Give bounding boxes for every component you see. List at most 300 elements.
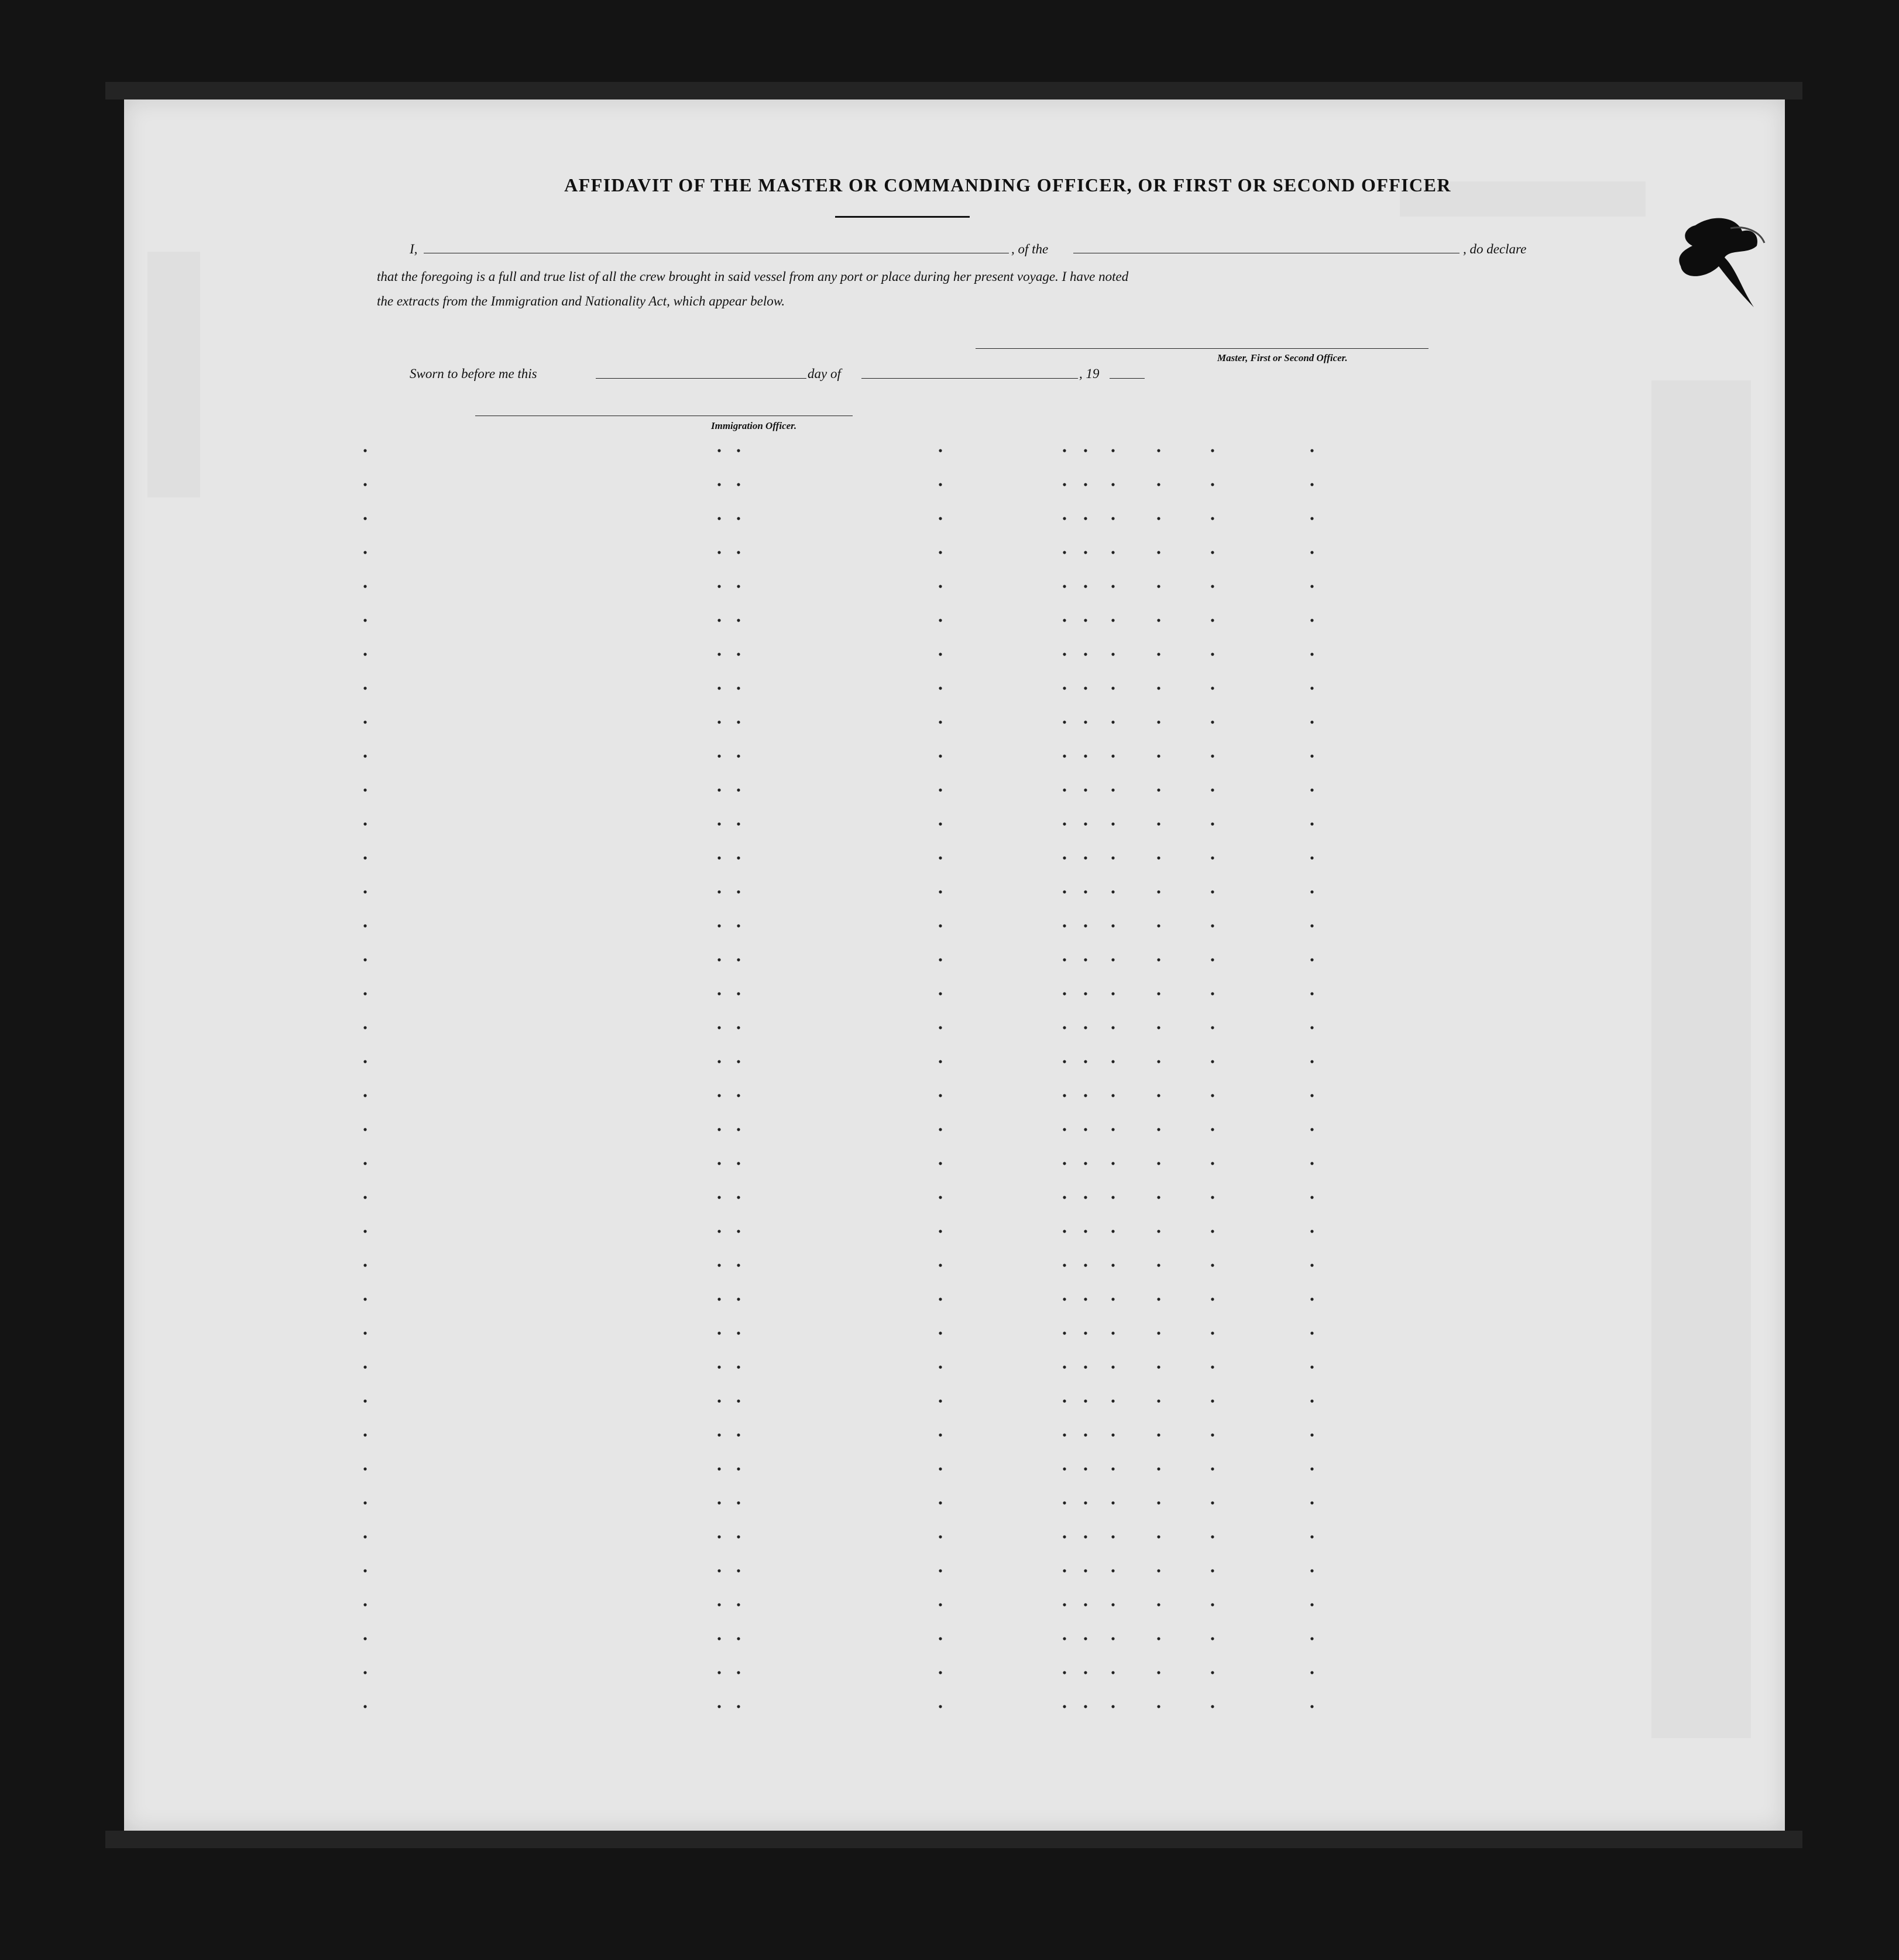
- guide-dot: [1084, 483, 1087, 486]
- sworn-label: Sworn to before me this: [410, 366, 537, 381]
- guide-dot: [1211, 1365, 1214, 1368]
- guide-dot: [363, 585, 366, 588]
- guide-dot: [363, 1060, 366, 1063]
- guide-dot: [1084, 686, 1087, 689]
- guide-dot: [1084, 890, 1087, 893]
- guide-dot: [939, 1433, 942, 1436]
- guide-dot: [1063, 1128, 1066, 1131]
- guide-dot: [363, 1026, 366, 1029]
- guide-dot: [1157, 483, 1160, 486]
- guide-dot: [1211, 1026, 1214, 1029]
- guide-dot: [1063, 856, 1066, 859]
- guide-dot: [1211, 619, 1214, 622]
- guide-dot: [1084, 551, 1087, 554]
- guide-dot: [737, 449, 740, 452]
- guide-dot: [737, 1501, 740, 1504]
- guide-dot: [717, 1026, 720, 1029]
- guide-dot: [1084, 1637, 1087, 1640]
- guide-dot: [737, 1094, 740, 1097]
- guide-dot: [939, 856, 942, 859]
- guide-dot: [1063, 1230, 1066, 1233]
- guide-dot: [717, 1433, 720, 1436]
- guide-dot: [717, 856, 720, 859]
- guide-dot: [939, 1535, 942, 1538]
- guide-dot: [939, 1603, 942, 1606]
- do-declare-label: , do declare: [1463, 242, 1527, 256]
- guide-dot: [1310, 822, 1313, 825]
- guide-dot: [1111, 788, 1114, 791]
- master-signature-line[interactable]: [976, 348, 1428, 349]
- sworn-month-blank[interactable]: [861, 378, 1078, 379]
- guide-dot: [1063, 1399, 1066, 1402]
- guide-dot: [1157, 1196, 1160, 1199]
- guide-dot: [1157, 1060, 1160, 1063]
- guide-dot: [363, 483, 366, 486]
- guide-dot: [1310, 788, 1313, 791]
- guide-dot: [1157, 1264, 1160, 1266]
- guide-dot: [1211, 1535, 1214, 1538]
- affidavit-body-line-2: the extracts from the Immigration and Nationality Act, which appear below.: [377, 294, 785, 308]
- guide-dot: [363, 1535, 366, 1538]
- guide-dot: [717, 1128, 720, 1131]
- guide-dot: [1063, 1535, 1066, 1538]
- guide-dot: [1111, 585, 1114, 588]
- guide-dot: [737, 958, 740, 961]
- guide-dot: [1063, 483, 1066, 486]
- guide-dot: [1063, 1501, 1066, 1504]
- guide-dot: [1310, 1705, 1313, 1708]
- guide-dot: [939, 1365, 942, 1368]
- guide-dot: [737, 1230, 740, 1233]
- guide-dot: [1211, 822, 1214, 825]
- guide-dot: [1084, 958, 1087, 961]
- guide-dot: [1211, 483, 1214, 486]
- guide-dot: [1157, 1026, 1160, 1029]
- guide-dot: [1111, 619, 1114, 622]
- guide-dot: [1211, 856, 1214, 859]
- guide-dot: [939, 1196, 942, 1199]
- guide-dot: [1157, 1535, 1160, 1538]
- guide-dot: [1084, 1433, 1087, 1436]
- guide-dot: [939, 653, 942, 655]
- guide-dot: [1310, 1162, 1313, 1165]
- guide-dot: [1084, 1264, 1087, 1266]
- guide-dot: [1157, 517, 1160, 520]
- guide-dot: [1310, 1331, 1313, 1334]
- guide-dot: [363, 890, 366, 893]
- guide-dot: [737, 1637, 740, 1640]
- guide-dot: [737, 1196, 740, 1199]
- guide-dot: [363, 720, 366, 723]
- guide-dot: [1084, 1196, 1087, 1199]
- guide-dot: [363, 1467, 366, 1470]
- guide-dot: [1211, 585, 1214, 588]
- guide-dot: [737, 585, 740, 588]
- guide-dot: [717, 1535, 720, 1538]
- guide-dot: [1157, 1331, 1160, 1334]
- guide-dot: [737, 1365, 740, 1368]
- guide-dot: [737, 992, 740, 995]
- guide-dot: [1211, 1705, 1214, 1708]
- guide-dot: [717, 890, 720, 893]
- guide-dot: [939, 1705, 942, 1708]
- guide-dot: [939, 1128, 942, 1131]
- dotted-column-guides: [124, 99, 1785, 1831]
- guide-dot: [1111, 992, 1114, 995]
- guide-dot: [737, 1671, 740, 1674]
- guide-dot: [1111, 1501, 1114, 1504]
- guide-dot: [939, 788, 942, 791]
- bleed-through-strip-right: [1651, 380, 1751, 1738]
- affidavit-body-line-1: that the foregoing is a full and true list of all the crew brought in said vessel from any port or place during her present voyage. I have noted: [377, 269, 1129, 284]
- guide-dot: [1063, 958, 1066, 961]
- guide-dot: [1084, 1128, 1087, 1131]
- guide-dot: [1157, 1128, 1160, 1131]
- guide-dot: [1310, 856, 1313, 859]
- guide-dot: [1084, 924, 1087, 927]
- guide-dot: [1157, 924, 1160, 927]
- guide-dot: [1111, 1162, 1114, 1165]
- guide-dot: [1111, 1569, 1114, 1572]
- guide-dot: [939, 1230, 942, 1233]
- guide-dot: [1063, 653, 1066, 655]
- guide-dot: [363, 449, 366, 452]
- guide-dot: [1063, 1467, 1066, 1470]
- guide-dot: [939, 1297, 942, 1300]
- guide-dot: [1063, 1094, 1066, 1097]
- guide-dot: [1111, 653, 1114, 655]
- guide-dot: [1211, 686, 1214, 689]
- guide-dot: [717, 992, 720, 995]
- guide-dot: [1310, 1433, 1313, 1436]
- guide-dot: [1063, 585, 1066, 588]
- guide-dot: [1211, 1196, 1214, 1199]
- guide-dot: [717, 1671, 720, 1674]
- guide-dot: [363, 1297, 366, 1300]
- guide-dot: [939, 619, 942, 622]
- guide-dot: [717, 517, 720, 520]
- guide-dot: [1111, 890, 1114, 893]
- guide-dot: [1157, 1671, 1160, 1674]
- guide-dot: [1157, 1501, 1160, 1504]
- guide-dot: [1063, 1196, 1066, 1199]
- guide-dot: [1211, 1060, 1214, 1063]
- guide-dot: [363, 856, 366, 859]
- guide-dot: [939, 1094, 942, 1097]
- guide-dot: [1310, 1264, 1313, 1266]
- guide-dot: [1157, 1603, 1160, 1606]
- guide-dot: [1084, 1399, 1087, 1402]
- guide-dot: [717, 754, 720, 757]
- sworn-day-blank[interactable]: [596, 378, 806, 379]
- guide-dot: [737, 653, 740, 655]
- guide-dot: [1111, 856, 1114, 859]
- guide-dot: [1084, 1705, 1087, 1708]
- guide-dot: [939, 924, 942, 927]
- title-underline: [835, 216, 970, 218]
- ink-blot: [1672, 214, 1766, 331]
- guide-dot: [1310, 686, 1313, 689]
- guide-dot: [1310, 1569, 1313, 1572]
- guide-dot: [363, 1365, 366, 1368]
- guide-dot: [939, 754, 942, 757]
- guide-dot: [717, 551, 720, 554]
- guide-dot: [1111, 1264, 1114, 1266]
- guide-dot: [1063, 551, 1066, 554]
- guide-dot: [1211, 1569, 1214, 1572]
- guide-dot: [939, 1264, 942, 1266]
- guide-dot: [717, 1162, 720, 1165]
- guide-dot: [717, 1399, 720, 1402]
- guide-dot: [1211, 1331, 1214, 1334]
- guide-dot: [1084, 1230, 1087, 1233]
- guide-dot: [1063, 1433, 1066, 1436]
- guide-dot: [1310, 585, 1313, 588]
- guide-dot: [363, 686, 366, 689]
- guide-dot: [717, 958, 720, 961]
- guide-dot: [1211, 924, 1214, 927]
- guide-dot: [1310, 1603, 1313, 1606]
- guide-dot: [717, 1297, 720, 1300]
- guide-dot: [1211, 1501, 1214, 1504]
- guide-dot: [1084, 619, 1087, 622]
- guide-dot: [1111, 1297, 1114, 1300]
- guide-dot: [1084, 585, 1087, 588]
- guide-dot: [363, 619, 366, 622]
- guide-dot: [1111, 483, 1114, 486]
- guide-dot: [1063, 1331, 1066, 1334]
- of-the-label: , of the: [1011, 242, 1049, 256]
- guide-dot: [1084, 992, 1087, 995]
- guide-dot: [1084, 822, 1087, 825]
- guide-dot: [1157, 754, 1160, 757]
- guide-dot: [1084, 653, 1087, 655]
- guide-dot: [1310, 1196, 1313, 1199]
- guide-dot: [1111, 1060, 1114, 1063]
- guide-dot: [1211, 449, 1214, 452]
- guide-dot: [363, 754, 366, 757]
- guide-dot: [1084, 1365, 1087, 1368]
- guide-dot: [737, 1128, 740, 1131]
- guide-dot: [717, 1230, 720, 1233]
- guide-dot: [717, 1331, 720, 1334]
- guide-dot: [717, 1196, 720, 1199]
- guide-dot: [1111, 1196, 1114, 1199]
- guide-dot: [1211, 720, 1214, 723]
- guide-dot: [1084, 1671, 1087, 1674]
- guide-dot: [1111, 1603, 1114, 1606]
- guide-dot: [717, 449, 720, 452]
- guide-dot: [1157, 1569, 1160, 1572]
- guide-dot: [1111, 720, 1114, 723]
- guide-dot: [939, 1671, 942, 1674]
- guide-dot: [1111, 1671, 1114, 1674]
- guide-dot: [1157, 686, 1160, 689]
- guide-dot: [1063, 992, 1066, 995]
- guide-dot: [1310, 1128, 1313, 1131]
- guide-dot: [717, 585, 720, 588]
- guide-dot: [1211, 992, 1214, 995]
- guide-dot: [1111, 924, 1114, 927]
- guide-dot: [939, 1467, 942, 1470]
- guide-dot: [1310, 992, 1313, 995]
- guide-dot: [1111, 822, 1114, 825]
- guide-dot: [737, 1060, 740, 1063]
- guide-dot: [1111, 1365, 1114, 1368]
- guide-dot: [1310, 619, 1313, 622]
- guide-dot: [1084, 1094, 1087, 1097]
- guide-dot: [1157, 449, 1160, 452]
- guide-dot: [1063, 1162, 1066, 1165]
- guide-dot: [1310, 1297, 1313, 1300]
- guide-dot: [1157, 1637, 1160, 1640]
- guide-dot: [1063, 754, 1066, 757]
- sworn-year-blank[interactable]: [1110, 378, 1145, 379]
- guide-dot: [1084, 1569, 1087, 1572]
- guide-dot: [1310, 1365, 1313, 1368]
- guide-dot: [717, 686, 720, 689]
- guide-dot: [1310, 720, 1313, 723]
- guide-dot: [737, 1399, 740, 1402]
- scan-border-bottom: [105, 1831, 1802, 1848]
- guide-dot: [737, 1331, 740, 1334]
- guide-dot: [717, 1060, 720, 1063]
- guide-dot: [1157, 720, 1160, 723]
- guide-dot: [363, 1569, 366, 1572]
- guide-dot: [1063, 720, 1066, 723]
- guide-dot: [1211, 1162, 1214, 1165]
- guide-dot: [363, 1162, 366, 1165]
- guide-dot: [717, 924, 720, 927]
- affidavit-title: AFFIDAVIT OF THE MASTER OR COMMANDING OFFICER, OR FIRST OR SECOND OFFICER: [564, 174, 1451, 195]
- guide-dot: [717, 1569, 720, 1572]
- guide-dot: [717, 788, 720, 791]
- guide-dot: [717, 483, 720, 486]
- guide-dot: [939, 1060, 942, 1063]
- guide-dot: [1310, 1026, 1313, 1029]
- guide-dot: [1084, 1603, 1087, 1606]
- guide-dot: [363, 1331, 366, 1334]
- guide-dot: [1111, 449, 1114, 452]
- guide-dot: [1310, 1535, 1313, 1538]
- guide-dot: [1111, 1331, 1114, 1334]
- guide-dot: [1310, 1399, 1313, 1402]
- guide-dot: [1211, 1297, 1214, 1300]
- guide-dot: [1211, 890, 1214, 893]
- guide-dot: [1063, 449, 1066, 452]
- guide-dot: [1211, 1467, 1214, 1470]
- guide-dot: [1111, 1026, 1114, 1029]
- guide-dot: [939, 686, 942, 689]
- guide-dot: [363, 924, 366, 927]
- guide-dot: [1211, 653, 1214, 655]
- guide-dot: [939, 890, 942, 893]
- guide-dot: [363, 1501, 366, 1504]
- guide-dot: [737, 788, 740, 791]
- guide-dot: [737, 517, 740, 520]
- guide-dot: [1310, 1671, 1313, 1674]
- guide-dot: [737, 754, 740, 757]
- guide-dot: [1157, 1399, 1160, 1402]
- guide-dot: [1310, 1230, 1313, 1233]
- guide-dot: [1211, 1671, 1214, 1674]
- guide-dot: [1111, 754, 1114, 757]
- guide-dot: [939, 1399, 942, 1402]
- guide-dot: [1063, 788, 1066, 791]
- guide-dot: [939, 449, 942, 452]
- day-of-label: day of: [808, 366, 841, 381]
- guide-dot: [1063, 924, 1066, 927]
- guide-dot: [1211, 1637, 1214, 1640]
- guide-dot: [737, 1026, 740, 1029]
- guide-dot: [939, 1569, 942, 1572]
- guide-dot: [1111, 958, 1114, 961]
- guide-dot: [1157, 1705, 1160, 1708]
- guide-dot: [1063, 1026, 1066, 1029]
- guide-dot: [1310, 551, 1313, 554]
- guide-dot: [1111, 1230, 1114, 1233]
- guide-dot: [1084, 1060, 1087, 1063]
- guide-dot: [1310, 1467, 1313, 1470]
- master-signature-caption: Master, First or Second Officer.: [1217, 352, 1348, 363]
- guide-dot: [1063, 1603, 1066, 1606]
- guide-dot: [1111, 551, 1114, 554]
- guide-dot: [717, 1501, 720, 1504]
- guide-dot: [363, 1637, 366, 1640]
- guide-dot: [939, 517, 942, 520]
- guide-dot: [717, 1603, 720, 1606]
- guide-dot: [1310, 1094, 1313, 1097]
- guide-dot: [939, 958, 942, 961]
- guide-dot: [1310, 517, 1313, 520]
- year-label: , 19: [1079, 366, 1100, 381]
- guide-dot: [737, 1433, 740, 1436]
- guide-dot: [363, 1196, 366, 1199]
- officer-signature-caption: Immigration Officer.: [711, 420, 797, 431]
- guide-dot: [1157, 1467, 1160, 1470]
- guide-dot: [1063, 1264, 1066, 1266]
- guide-dot: [1211, 1603, 1214, 1606]
- guide-dot: [1063, 517, 1066, 520]
- guide-dot: [1063, 890, 1066, 893]
- guide-dot: [363, 788, 366, 791]
- guide-dot: [717, 1467, 720, 1470]
- guide-dot: [737, 686, 740, 689]
- guide-dot: [1211, 1399, 1214, 1402]
- guide-dot: [1310, 890, 1313, 893]
- guide-dot: [363, 1128, 366, 1131]
- guide-dot: [1111, 1705, 1114, 1708]
- declare-i-label: I,: [410, 242, 418, 256]
- guide-dot: [737, 619, 740, 622]
- guide-dot: [1310, 1501, 1313, 1504]
- guide-dot: [1211, 958, 1214, 961]
- guide-dot: [1310, 653, 1313, 655]
- guide-dot: [1063, 1297, 1066, 1300]
- guide-dot: [1211, 551, 1214, 554]
- guide-dot: [1063, 619, 1066, 622]
- guide-dot: [737, 1467, 740, 1470]
- guide-dot: [1157, 822, 1160, 825]
- guide-dot: [1211, 1433, 1214, 1436]
- guide-dot: [939, 822, 942, 825]
- guide-dot: [1084, 856, 1087, 859]
- guide-dot: [737, 551, 740, 554]
- form-page: [124, 99, 1785, 1831]
- guide-dot: [1310, 1060, 1313, 1063]
- guide-dot: [1310, 754, 1313, 757]
- guide-dot: [717, 1637, 720, 1640]
